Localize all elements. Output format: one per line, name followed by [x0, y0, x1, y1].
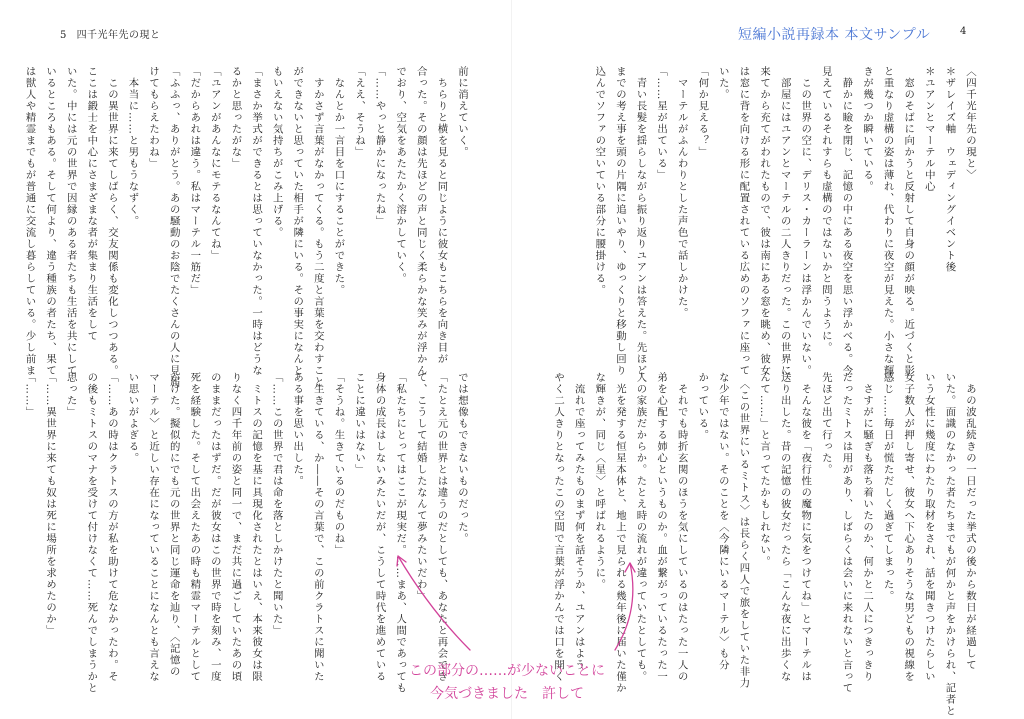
right-page-upper-text: 〈四千光年先の現と〉 ＊ザレイズ軸 ウェディングイベント後 ＊ユアンとマーテル中心 窓のそばに向かうと反射して自身の顔が映る。近づくと影 と重なり虚構の姿は薄れ、代わりに夜空が見えた。小さな輝 きが幾つか瞬いている。 静かに瞼を閉じ、記憶の中にある夜空を思い浮かべる。今 見えているそれすらも虚構のではないかと問うように。 この世界の空に、デリス・カーラーンは浮かんでいない。 部屋にはユアンとマーテルの二人きりだった。この世界に 来てから充てがわれたもので、彼は南にある窓を眺め、彼女 は窓に背を向ける形に配置されている広めのソファに座って いた。 「何か見える？」 マーテルがふんわりとした声色で話しかけた。 「……星が出ている」 青い長髪を揺らしながら振り返りユアンは答えた。先ほど までの考え事を頭の片隅に追いやり、ゆっくりと移動し回り 込んでソファの空いている部分に腰掛ける。 — [593, 66, 976, 377]
left-page-number: 5 — [60, 30, 67, 41]
annotation-line-2: 今気づきました 許して — [430, 686, 584, 702]
left-page-lower-text: では想像もできないものだった。 「たとえ元の世界とは違うのだとしても、あなたと再会でき て、こうして結婚したなんて夢みたいだわ」 「私たちにとってはここが現実だ。……まあ、人間であっても 身体の成長はしないみたいだが、こうして時代を進めている ことに違いはない」 「そうね。生きているのだものね」 生きている、か――その言葉で、この前クラトスに聞いた ある事を思い出した。 「……この世界で君は命を落としかけたと聞いた」 ミトスの記憶を基に具現化されたとはいえ、本来彼女は限 りなく四千年前の姿と同一で、まだ共に過ごしていたあの頃 のままだったはずだ。だが彼女はこの世界で時を刻み、一度 死を経験した。そして出会えたあの時も精霊マーテルとして かけた。擬似的にでも元の世界と同じ運命を辿り、〈記憶の マーテル〉と近しい存在になっていることになんとも言えな い思いがよぎる。 「……あの時はクラトスの方が私を助けて危なかったわ。そ の後もミトスのマナを受けて付けなくて……死んでしまうかと 思った」 「……異世界に来ても奴は死に場所を求めたのか」 「……」 — [23, 372, 468, 694]
annotation-line-1: この部分の……が少ないことに — [409, 663, 605, 679]
left-page-upper-text: 前に消えていく。 ちらりと横を見ると同じように彼女もこちらを向き目が 合った。その顔は先ほどの声と同じく柔らかな笑みが浮かん でおり、空気をあたたかく溶かしていく。 「……やっと静かになったね」 「ええ、そうね」 なんとか一言目を口にすることができた。 すかさず言葉がなかってくる。もう二度と言葉を交わすこと ができないと思っていた相手が隣にいる。その事実になんと もいえない気持ちがこみ上げる。 「まさか挙式ができるとは思っていなかった。一時はどうな るかと思ったがな」 「ユアンがあんなにモテるなんてね」 「だからあれは違う。私はマーテル一筋だ」 「ふふっ、ありがとう。あの騒動のお陰でたくさんの人に見届 けてもらえたわね」 本当に……と男もうなずく。 この異世界に来てしばらく、交友関係も変化しつつある。 ここは鍛士を中心にさまざまな者が集まり生活をして いた。中には元の世界で因縁のある者たちも生活を共にして いるところもある。そして何より、違う種族の者たち、果て は獣人や精霊までもが普通に交流し暮らしている。少し前ま — [23, 66, 468, 388]
right-page-lower-text: あの波乱続きの一日だった挙式の後から数日が経過して いた。面識のなかった者たちまでもが何かと声をかけられ、記者と いう女性に幾度にわたり取材をされ、話を聞きつけたらしい 女子数人が押し寄せ、彼女へ下心ありそうな男どもの視線を 感じ……毎日が慌ただしく過ぎてしまった。 さすがに騒ぎも落ち着いたのか、何かと二人につきっきり だったミトスは用があり、しばらくは会いに来れないと言って 先ほど出て行った。 そんな彼を「夜行性の魔物に気をつけてね」とマーテルは 送り出した。昔の記憶の彼女だったら「こんな夜に出歩くな んて……」と言ってたかもしれない。 〈この世界にいるミトス〉は長らく四人で旅をしていた非力 な少年ではない。そのことを〈今隣にいるマーテル〉も分 かっている。 それでも時折玄関のほうを気にしているのはたった一人の 弟を心配する姉心というものか。血が繋がっているたった一 人の家族だからか。たとえ時の流れが違っていたとしても。 光を発する恒星本体と、地上で見られる幾年後に届いた僅か な輝きが、同じ〈星〉と呼ばれるように。 流れで座ってみたものまず何を話そうか、ユアンはよう やく二人きりとなったこの空間で言葉が浮かんでは口を開く — [552, 372, 976, 717]
author-annotation — [409, 660, 605, 706]
right-page-number: 4 — [960, 26, 967, 37]
left-running-title: 四千光年先の現と — [76, 30, 161, 41]
left-page-header — [60, 26, 167, 41]
sample-title: 短編小説再録本 本文サンプル — [738, 27, 931, 43]
